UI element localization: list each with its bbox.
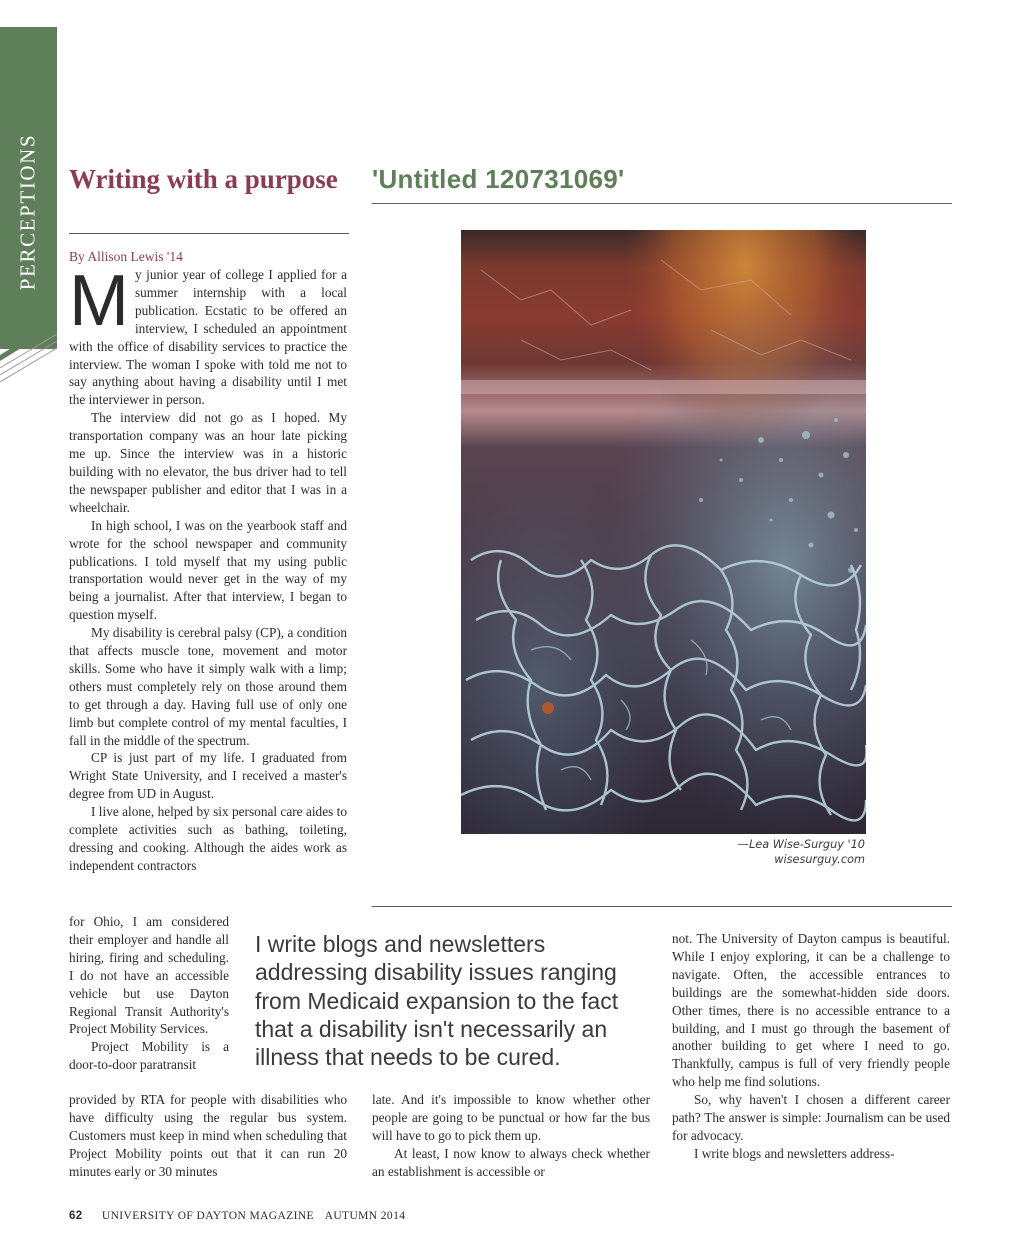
article-paragraph: late. And it's impossible to know whether other people are going to be punctual or how far the bus will have to go to pick them up.	[372, 1092, 650, 1143]
article-paragraph: So, why haven't I chosen a different career path? The answer is simple: Journalism can be used for advocacy.	[672, 1092, 950, 1143]
article-paragraph: I write blogs and newsletters address-	[694, 1145, 895, 1161]
pull-quote: I write blogs and newsletters addressing disability issues ranging from Medicaid expansion to the fact that a disability isn't necessarily an illness that needs to be cured.	[255, 931, 619, 1071]
article-paragraph: The interview did not go as I hoped. My transportation company was an hour late picking me up. Since the interview was in a historic building with no elevator, the bus driver had to tell the newspaper publisher and editor that I was in a wheelchair.	[69, 410, 347, 515]
article-paragraph: for Ohio, I am considered their employer and handle all hiring, firing and scheduling. I do not have an accessible vehicle but use Dayton Regional Transit Authority's Project Mobility Services.	[69, 914, 229, 1037]
article-paragraph: provided by RTA for people with disabilities who have difficulty using the regular bus system. Customers must keep in mind when scheduling that Project Mobility points out that it can run 20 minutes early or 30 minutes	[69, 1092, 347, 1179]
article-column-narrow	[69, 913, 229, 1074]
drop-cap: M	[69, 261, 129, 341]
article-paragraph	[69, 261, 347, 409]
section-label: PERCEPTIONS	[15, 133, 40, 291]
article-column-middle	[372, 1091, 650, 1181]
issue-date: AUTUMN 2014	[324, 1210, 406, 1222]
credit-name: —Lea Wise-Surguy '10	[737, 838, 865, 851]
artwork-title: 'Untitled 120731069'	[372, 164, 625, 194]
artwork-photo	[461, 230, 866, 834]
first-paragraph-text: y junior year of college I applied for a summer internship with a local publication. Ecstatic to be offered an interview, I scheduled an appointment with the office of disability services to practice the interview. The woman I spoke with told me not to say anything about having a disability until I met the interviewer in person.	[69, 267, 347, 408]
article-title: Writing with a purpose	[69, 164, 338, 194]
article-column-right	[672, 930, 950, 1163]
page-footer	[69, 1210, 405, 1222]
article-paragraph: In high school, I was on the yearbook staff and wrote for the school newspaper and community publications. I told myself that my using public transportation would never get in the way of my being a journalist. After that interview, I began to question myself.	[69, 517, 347, 623]
byline: By Allison Lewis '14	[69, 249, 183, 264]
decorative-stripes	[0, 320, 60, 390]
article-paragraph: At least, I now know to always check whether an establishment is accessible or	[372, 1145, 650, 1179]
publication-name: UNIVERSITY OF DAYTON MAGAZINE	[101, 1210, 314, 1222]
section-tab	[0, 27, 57, 349]
credit-website: wisesurguy.com	[774, 852, 865, 866]
article-paragraph: Project Mobility is a door-to-door paratransit	[69, 1039, 229, 1073]
article-column-left	[69, 261, 347, 875]
article-paragraph: I live alone, helped by six personal care aides to complete activities such as bathing, toileting, dressing and cooking. Although the aides work as independent contractors	[69, 804, 347, 873]
pullquote-rule	[372, 906, 952, 907]
cracked-paint-image	[461, 230, 866, 834]
article-paragraph: My disability is cerebral palsy (CP), a condition that affects muscle tone, movement and motor skills. Some who have it simply walk with a limp; others must completely rely on those around them to get through a day. Having full use of only one limb but complete control of my mental faculties, I fall in the middle of the spectrum.	[69, 625, 347, 748]
title-rule	[69, 233, 349, 234]
photo-credit	[660, 838, 865, 867]
article-column-left-bottom	[69, 1091, 347, 1181]
page-number: 62	[69, 1210, 83, 1222]
artwork-title-rule	[372, 203, 952, 204]
article-paragraph: not. The University of Dayton campus is beautiful. While I enjoy exploring, it can be a challenge to navigate. Often, the accessible entrances to buildings are the somewhat-hidden side doors. Other times, there is no accessible entrance to a building, and I must go through the basement of another building to get where I need to go. Thankfully, campus is full of very friendly people who help me find solutions.	[672, 931, 950, 1090]
article-paragraph: CP is just part of my life. I graduated from Wright State University, and I received a master's degree from UD in August.	[69, 750, 347, 802]
